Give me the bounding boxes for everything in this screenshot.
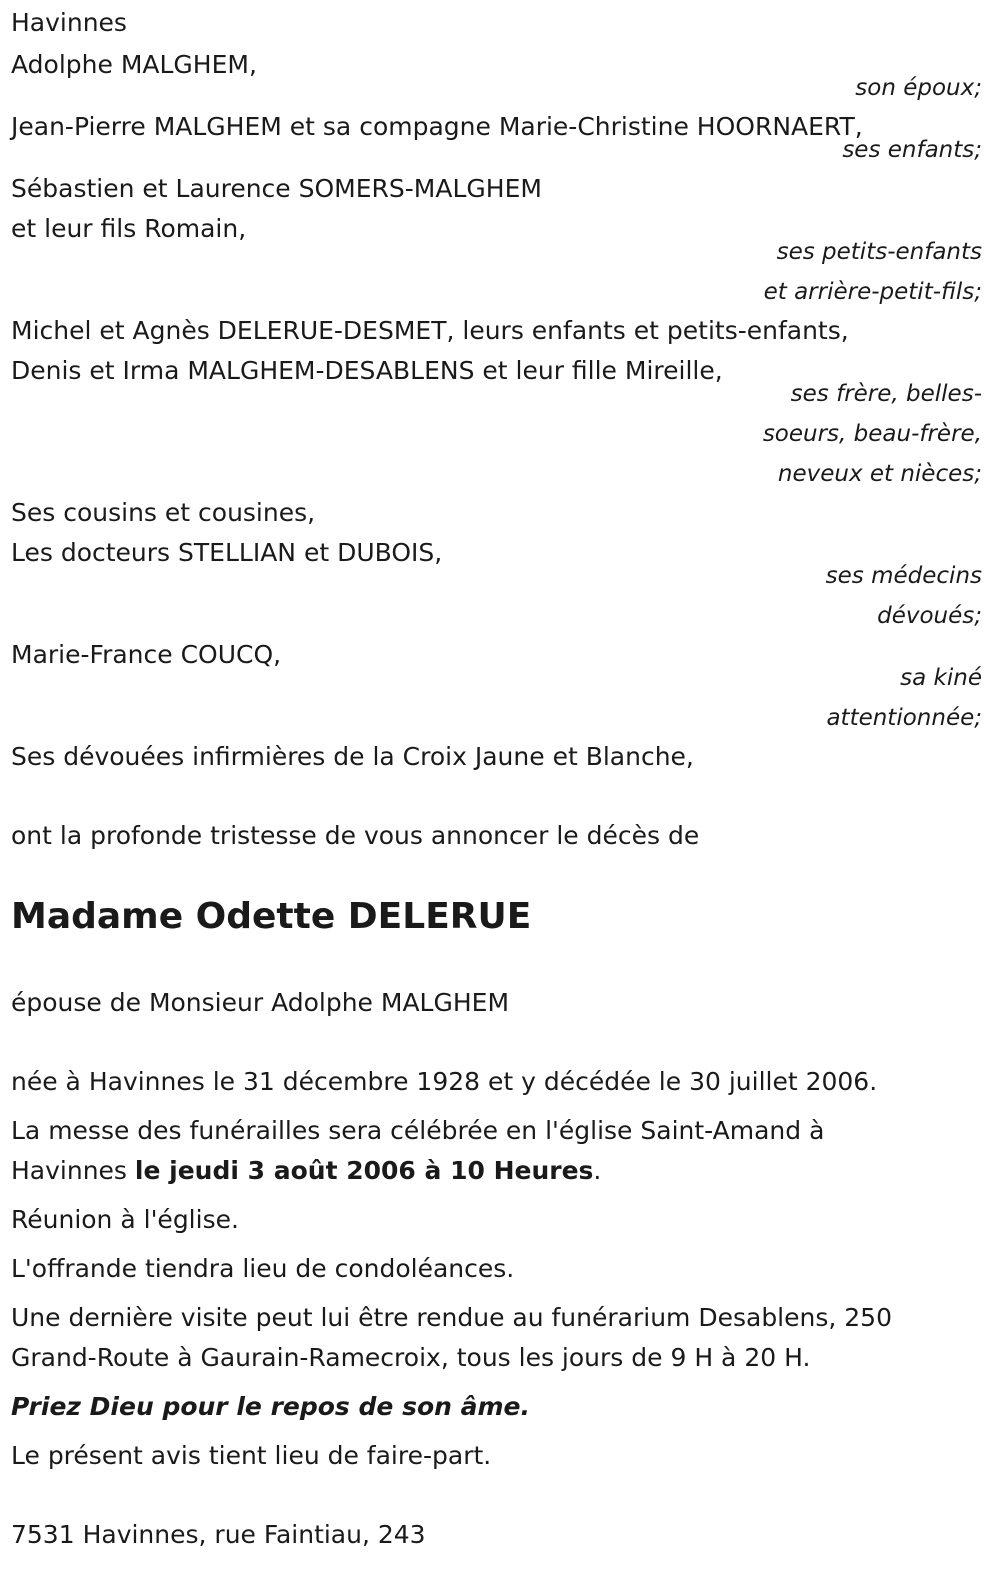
siblings-line-2: Denis et Irma MALGHEM-DESABLENS et leur fille Mireille, — [11, 356, 723, 385]
nurses: Ses dévouées infirmières de la Croix Jaune et Blanche, — [11, 742, 694, 771]
physio-role-line-2: attentionnée; — [826, 705, 982, 731]
announcement-intro: ont la profonde tristesse de vous annoncer le décès de — [11, 821, 700, 850]
husband-name: Adolphe MALGHEM, — [11, 50, 257, 79]
deceased-name: Madame Odette DELERUE — [11, 896, 532, 937]
offering-info: L'offrande tiendra lieu de condoléances. — [11, 1254, 515, 1283]
physio-name: Marie-France COUCQ, — [11, 640, 282, 669]
notice: Le présent avis tient lieu de faire-part. — [11, 1441, 492, 1470]
children-names: Jean-Pierre MALGHEM et sa compagne Marie-Christine HOORNAERT, — [11, 112, 863, 141]
grandchildren-line-1: Sébastien et Laurence SOMERS-MALGHEM — [11, 174, 542, 203]
grandchildren-role-line-2: et arrière-petit-fils; — [763, 279, 982, 305]
siblings-line-1: Michel et Agnès DELERUE-DESMET, leurs enfants et petits-enfants, — [11, 316, 849, 345]
doctors: Les docteurs STELLIAN et DUBOIS, — [11, 538, 443, 567]
husband-role: son époux; — [855, 75, 982, 101]
grandchildren-line-2: et leur fils Romain, — [11, 214, 247, 243]
mass-line-2-prefix: Havinnes — [11, 1156, 135, 1185]
address: 7531 Havinnes, rue Faintiau, 243 — [11, 1520, 426, 1549]
birth-death: née à Havinnes le 31 décembre 1928 et y décédée le 30 juillet 2006. — [11, 1067, 878, 1096]
meeting-info: Réunion à l'église. — [11, 1205, 239, 1234]
mass-line-2 — [11, 1156, 601, 1186]
children-role: ses enfants; — [842, 137, 982, 163]
mass-date: le jeudi 3 août 2006 à 10 Heures — [134, 1156, 594, 1185]
city: Havinnes — [11, 8, 127, 37]
siblings-role-line-3: neveux et nièces; — [777, 461, 982, 487]
doctors-role-line-1: ses médecins — [825, 563, 982, 589]
mass-line-1: La messe des funérailles sera célébrée en l'église Saint-Amand à — [11, 1116, 825, 1145]
grandchildren-role-line-1: ses petits-enfants — [776, 239, 982, 265]
visit-line-1: Une dernière visite peut lui être rendue au funérarium Desablens, 250 — [11, 1303, 892, 1332]
mass-line-2-suffix: . — [593, 1156, 602, 1185]
physio-role-line-1: sa kiné — [900, 665, 982, 691]
siblings-role-line-2: soeurs, beau-frère, — [762, 421, 982, 447]
prayer: Priez Dieu pour le repos de son âme. — [11, 1392, 530, 1421]
spouse-of: épouse de Monsieur Adolphe MALGHEM — [11, 988, 510, 1017]
visit-line-2: Grand-Route à Gaurain-Ramecroix, tous les jours de 9 H à 20 H. — [11, 1343, 811, 1372]
cousins: Ses cousins et cousines, — [11, 498, 316, 527]
siblings-role-line-1: ses frère, belles- — [790, 381, 982, 407]
doctors-role-line-2: dévoués; — [877, 603, 982, 629]
